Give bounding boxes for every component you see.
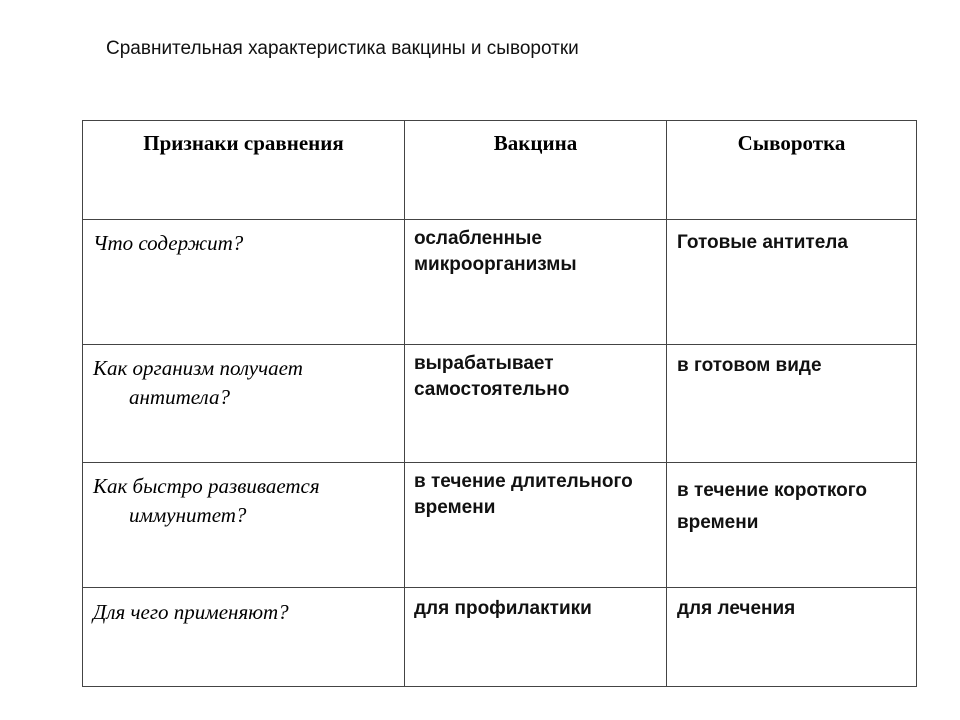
- vaccine-cell: вырабатывает самостоятельно: [405, 345, 667, 463]
- question-cell: [83, 220, 405, 345]
- question-text: Как быстро развивается иммунитет?: [93, 474, 320, 527]
- table-row: [83, 345, 917, 463]
- serum-cell: Готовые антитела: [667, 220, 917, 345]
- serum-cell: в готовом виде: [667, 345, 917, 463]
- vaccine-cell: ослабленные микроорганизмы: [405, 220, 667, 345]
- serum-cell: в течение короткого времени: [667, 463, 917, 588]
- question-cell: [83, 588, 405, 687]
- serum-cell: для лечения: [667, 588, 917, 687]
- question-text: Как организм получает антитела?: [93, 356, 303, 409]
- header-criteria: Признаки сравнения: [83, 121, 405, 220]
- question-text: Для чего применяют?: [93, 600, 289, 624]
- vaccine-cell: для профилактики: [405, 588, 667, 687]
- comparison-table: [82, 120, 917, 687]
- header-serum: Сыворотка: [667, 121, 917, 220]
- table-header-row: [83, 121, 917, 220]
- table-row: [83, 463, 917, 588]
- table-row: [83, 220, 917, 345]
- question-cell: [83, 345, 405, 463]
- question-text: Что содержит?: [93, 231, 244, 255]
- table-row: [83, 588, 917, 687]
- question-cell: [83, 463, 405, 588]
- page-title: Сравнительная характеристика вакцины и сыворотки: [106, 38, 579, 59]
- header-vaccine: Вакцина: [405, 121, 667, 220]
- vaccine-cell: в течение длительного времени: [405, 463, 667, 588]
